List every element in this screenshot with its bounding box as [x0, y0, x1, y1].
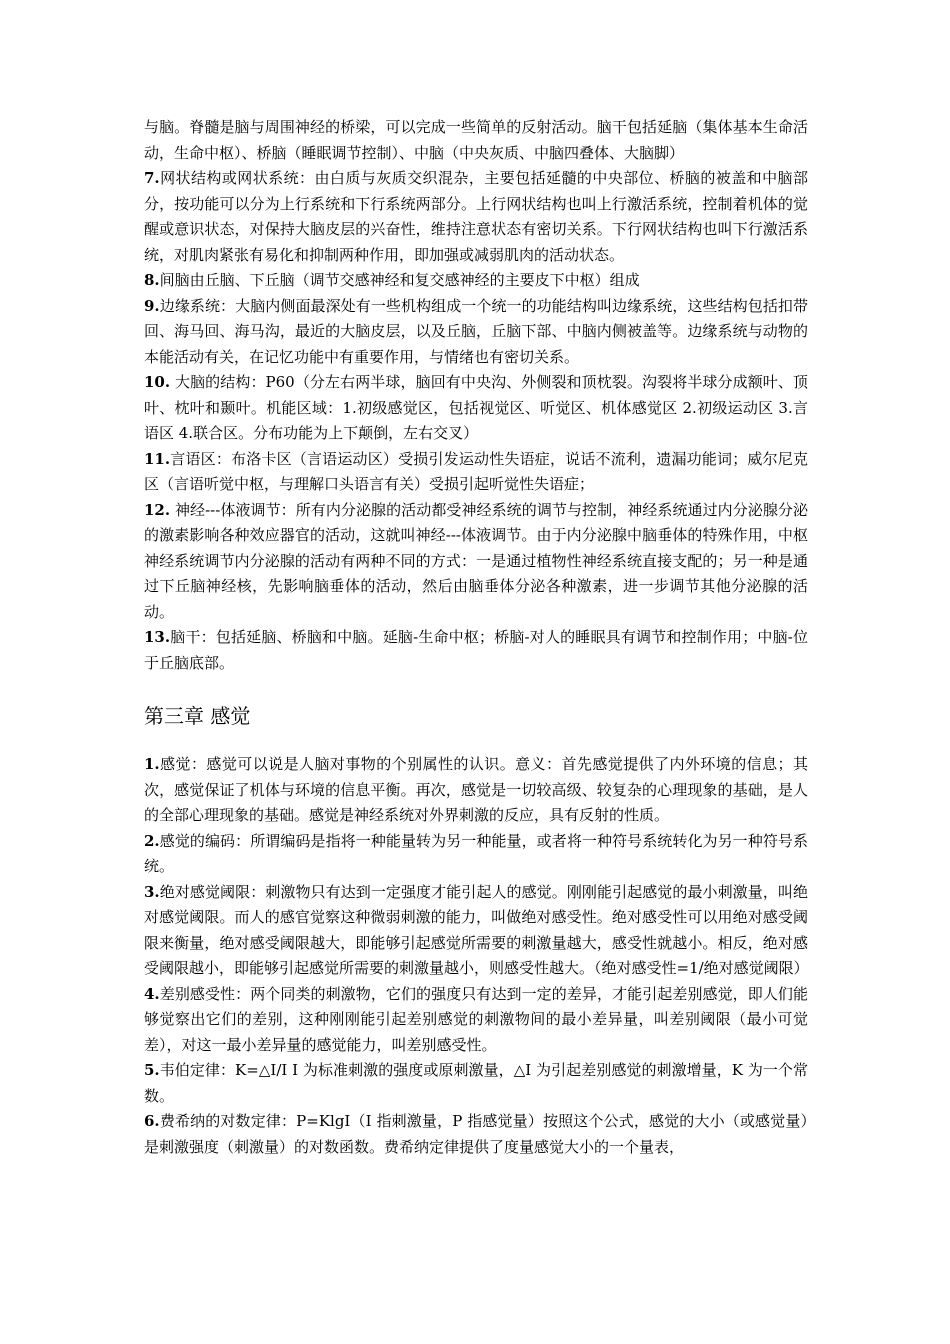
paragraph	[144, 294, 808, 371]
chapter-title: 第三章 感觉	[144, 704, 251, 728]
paragraph-text: 感觉的编码：所谓编码是指将一种能量转为另一种能量，或者将一种符号系统转化为另一种符号系统。	[144, 831, 808, 875]
paragraph-text: 边缘系统：大脑内侧面最深处有一些机构组成一个统一的功能结构叫边缘系统，这些结构包括扣带回、海马回、海马沟，最近的大脑皮层，以及丘脑，丘脑下部、中脑内侧被盖等。边缘系统与动物的本能活动有关，在记忆功能中有重要作用，与情绪也有密切关系。	[144, 296, 808, 366]
document-body	[144, 115, 808, 1160]
paragraph	[144, 880, 808, 982]
paragraph	[144, 1109, 808, 1160]
paragraph-text: 脑干：包括延脑、桥脑和中脑。延脑-生命中枢；桥脑-对人的睡眠具有调节和控制作用；中脑-位于丘脑底部。	[144, 628, 808, 672]
paragraph	[144, 752, 808, 829]
item-number: 5.	[144, 1061, 160, 1079]
paragraph	[144, 268, 808, 294]
item-number: 3.	[144, 882, 160, 901]
paragraph	[144, 447, 808, 498]
item-number: 12.	[144, 500, 171, 519]
paragraph-text: 绝对感觉阈限：刺激物只有达到一定强度才能引起人的感觉。刚刚能引起感觉的最小刺激量，叫绝对感觉阈限。而人的感官觉察这种微弱刺激的能力，叫做绝对感受性。绝对感受性可以用绝对感受阈限来衡量，绝对感受阈限越大，即能够引起感觉所需要的刺激量越大，感受性就越小。相反，绝对感受阈限越小，即能够引起感觉所需要的刺激量越小，则感受性越大。（绝对感受性=1/绝对感觉阈限）	[144, 882, 809, 977]
item-number: 7.	[144, 169, 160, 187]
item-number: 9.	[144, 296, 160, 315]
section-sensation	[144, 752, 808, 1160]
paragraph	[144, 498, 808, 626]
paragraph	[144, 370, 808, 447]
item-number: 10.	[144, 373, 171, 391]
item-number: 13.	[144, 628, 171, 646]
paragraph	[144, 1058, 808, 1109]
paragraph-text: 间脑由丘脑、下丘脑（调节交感神经和复交感神经的主要皮下中枢）组成	[159, 271, 640, 289]
item-number: 11.	[144, 449, 171, 468]
paragraph-text: 差别感受性：两个同类的刺激物，它们的强度只有达到一定的差异，才能引起差别感觉，即人们能够觉察出它们的差别，这种刚刚能引起差别感觉的刺激物间的最小差异量，叫差别阈限（最小可觉差），对这一最小差异量的感觉能力，叫差别感受性。	[144, 984, 808, 1054]
paragraph	[144, 115, 808, 166]
paragraph	[144, 166, 808, 268]
paragraph-text: 言语区：布洛卡区（言语运动区）受损引发运动性失语症，说话不流利，遗漏功能词；威尔尼克区（言语听觉中枢，与理解口头语言有关）受损引起听觉性失语症；	[144, 449, 808, 493]
paragraph-text: 神经---体液调节：所有内分泌腺的活动都受神经系统的调节与控制，神经系统通过内分泌腺分泌的激素影响各种效应器官的活动，这就叫神经---体液调节。由于内分泌腺中脑垂体的特殊作用，中枢神经系统调节内分泌腺的活动有两种不同的方式：一是通过植物性神经系统直接支配的；另一种是通过下丘脑神经核，先影响脑垂体的活动，然后由脑垂体分泌各种激素，进一步调节其他分泌腺的活动。	[144, 500, 808, 621]
paragraph-text: 网状结构或网状系统：由白质与灰质交织混杂，主要包括延髓的中央部位、桥脑的被盖和中脑部分，按功能可以分为上行系统和下行系统两部分。上行网状结构也叫上行激活系统，控制着机体的觉醒或意识状态，对保持大脑皮层的兴奋性，维持注意状态有密切关系。下行网状结构也叫下行激活系统，对肌肉紧张有易化和抑制两种作用，即加强或减弱肌肉的活动状态。	[144, 169, 808, 264]
paragraph-text: 费希纳的对数定律：P=KlgI（I 指刺激量，P 指感觉量）按照这个公式，感觉的大小（或感觉量）是刺激强度（刺激量）的对数函数。费希纳定律提供了度量感觉大小的一个量表，	[144, 1112, 808, 1156]
item-number: 4.	[144, 984, 160, 1003]
section-nervous-system	[144, 115, 808, 676]
item-number: 1.	[144, 755, 160, 773]
paragraph-text: 与脑。脊髓是脑与周围神经的桥梁，可以完成一些简单的反射活动。脑干包括延脑（集体基本生命活动，生命中枢）、桥脑（睡眠调节控制）、中脑（中央灰质、中脑四叠体、大脑脚）	[144, 118, 808, 162]
item-number: 6.	[144, 1112, 160, 1130]
paragraph	[144, 982, 808, 1059]
item-number: 8.	[144, 271, 160, 289]
paragraph-text: 感觉：感觉可以说是人脑对事物的个别属性的认识。意义：首先感觉提供了内外环境的信息；其次，感觉保证了机体与环境的信息平衡。再次，感觉是一切较高级、较复杂的心理现象的基础，是人的全部心理现象的基础。感觉是神经系统对外界刺激的反应，具有反射的性质。	[144, 755, 808, 824]
paragraph	[144, 829, 808, 880]
paragraph-text: 大脑的结构：P60（分左右两半球，脑回有中央沟、外侧裂和顶枕裂。沟裂将半球分成额叶、顶叶、枕叶和颞叶。机能区域：1.初级感觉区，包括视觉区、听觉区、机体感觉区 2.初级运动区 3.言语区 4.联合区。分布功能为上下颠倒，左右交叉）	[144, 373, 808, 442]
paragraph-text: 韦伯定律：K=△I/I I 为标准刺激的强度或原刺激量，△I 为引起差别感觉的刺激增量，K 为一个常数。	[144, 1061, 808, 1105]
paragraph	[144, 625, 808, 676]
item-number: 2.	[144, 831, 160, 850]
